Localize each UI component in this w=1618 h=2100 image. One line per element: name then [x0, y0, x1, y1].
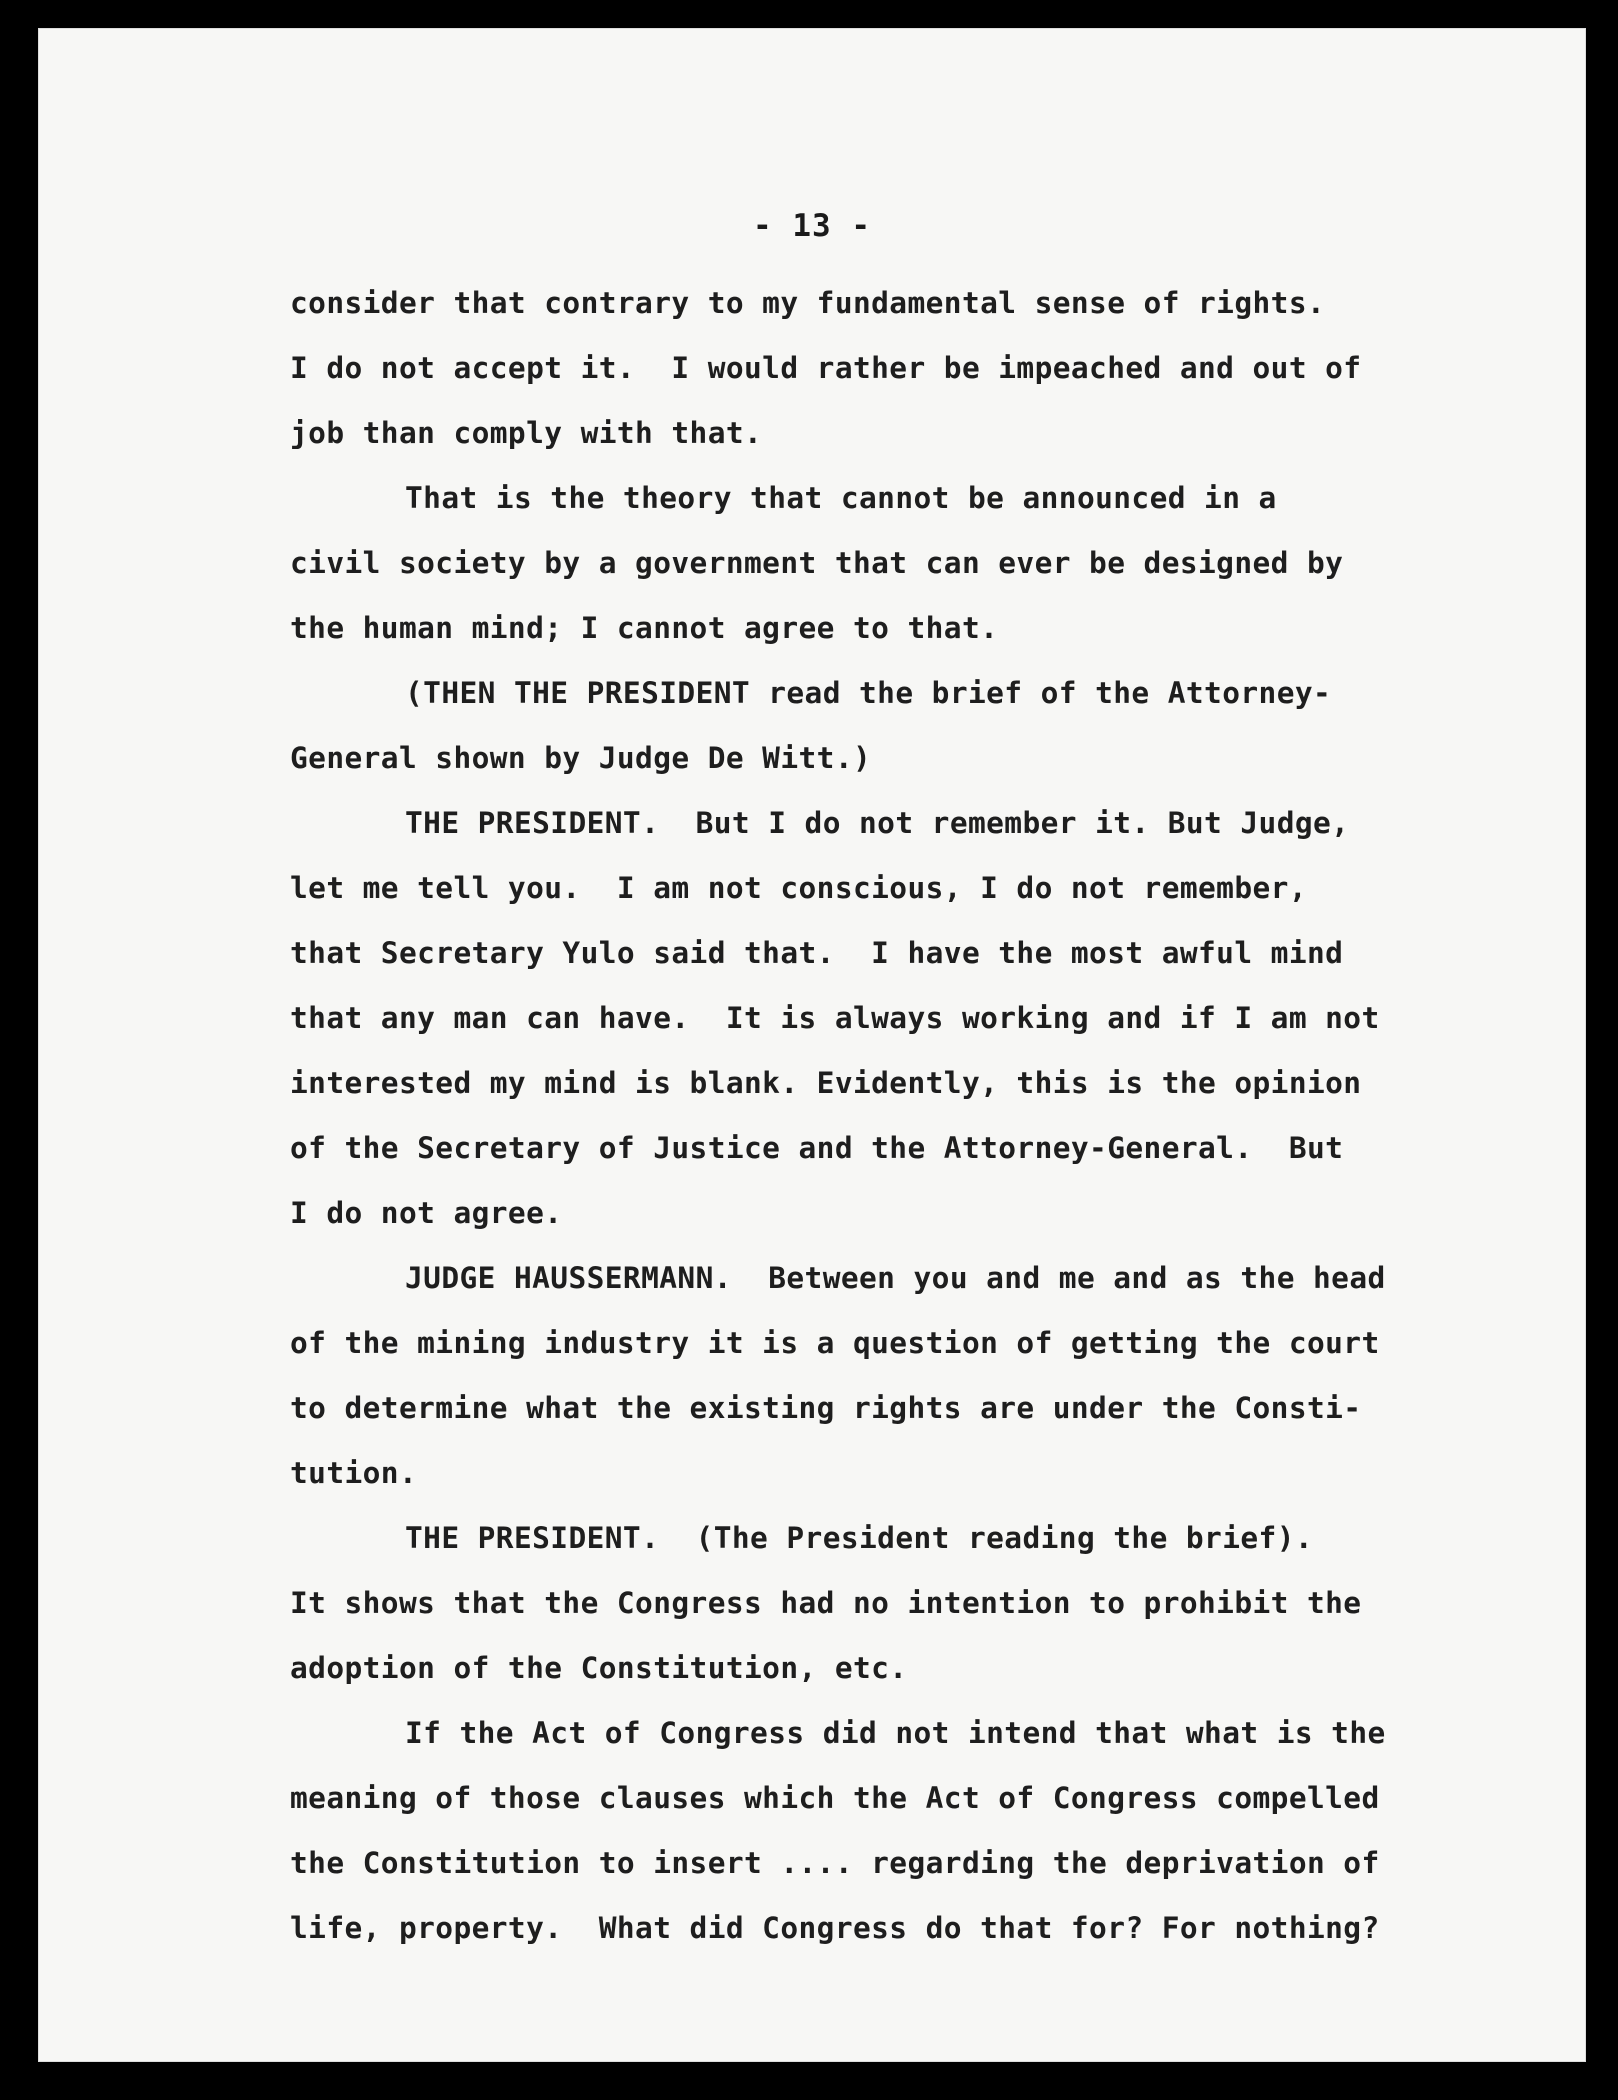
text-line: the human mind; I cannot agree to that. [290, 611, 999, 645]
text-line: meaning of those clauses which the Act of Congress compelled [290, 1781, 1380, 1815]
text-line: tution. [290, 1456, 418, 1490]
text-line: of the Secretary of Justice and the Attorney-General. But [290, 1131, 1344, 1165]
text-line: let me tell you. I am not conscious, I do not remember, [290, 871, 1307, 905]
text-line: That is the theory that cannot be announced in a [405, 481, 1277, 515]
document-page [38, 28, 1586, 2062]
page-number: - 13 - [753, 208, 871, 244]
text-line: consider that contrary to my fundamental sense of rights. [290, 286, 1326, 320]
text-line: I do not agree. [290, 1196, 563, 1230]
text-line: JUDGE HAUSSERMANN. Between you and me and as the head [405, 1261, 1386, 1295]
text-line: of the mining industry it is a question of getting the court [290, 1326, 1380, 1360]
transcript-body [290, 271, 1520, 1961]
text-line: job than comply with that. [290, 416, 763, 450]
text-line: General shown by Judge De Witt.) [290, 741, 872, 775]
text-line: I do not accept it. I would rather be impeached and out of [290, 351, 1362, 385]
text-line: THE PRESIDENT. But I do not remember it. But Judge, [405, 806, 1350, 840]
text-line: interested my mind is blank. Evidently, this is the opinion [290, 1066, 1362, 1100]
text-line: life, property. What did Congress do that for? For nothing? [290, 1911, 1380, 1945]
text-line: that Secretary Yulo said that. I have the most awful mind [290, 936, 1344, 970]
text-line: that any man can have. It is always working and if I am not [290, 1001, 1380, 1035]
text-line: THE PRESIDENT. (The President reading the brief). [405, 1521, 1314, 1555]
text-line: civil society by a government that can ever be designed by [290, 546, 1344, 580]
text-line: (THEN THE PRESIDENT read the brief of the Attorney- [405, 676, 1332, 710]
text-line: to determine what the existing rights are under the Consti- [290, 1391, 1362, 1425]
text-line: the Constitution to insert .... regarding the deprivation of [290, 1846, 1380, 1880]
text-line: If the Act of Congress did not intend that what is the [405, 1716, 1386, 1750]
text-line: It shows that the Congress had no intention to prohibit the [290, 1586, 1362, 1620]
text-line: adoption of the Constitution, etc. [290, 1651, 908, 1685]
